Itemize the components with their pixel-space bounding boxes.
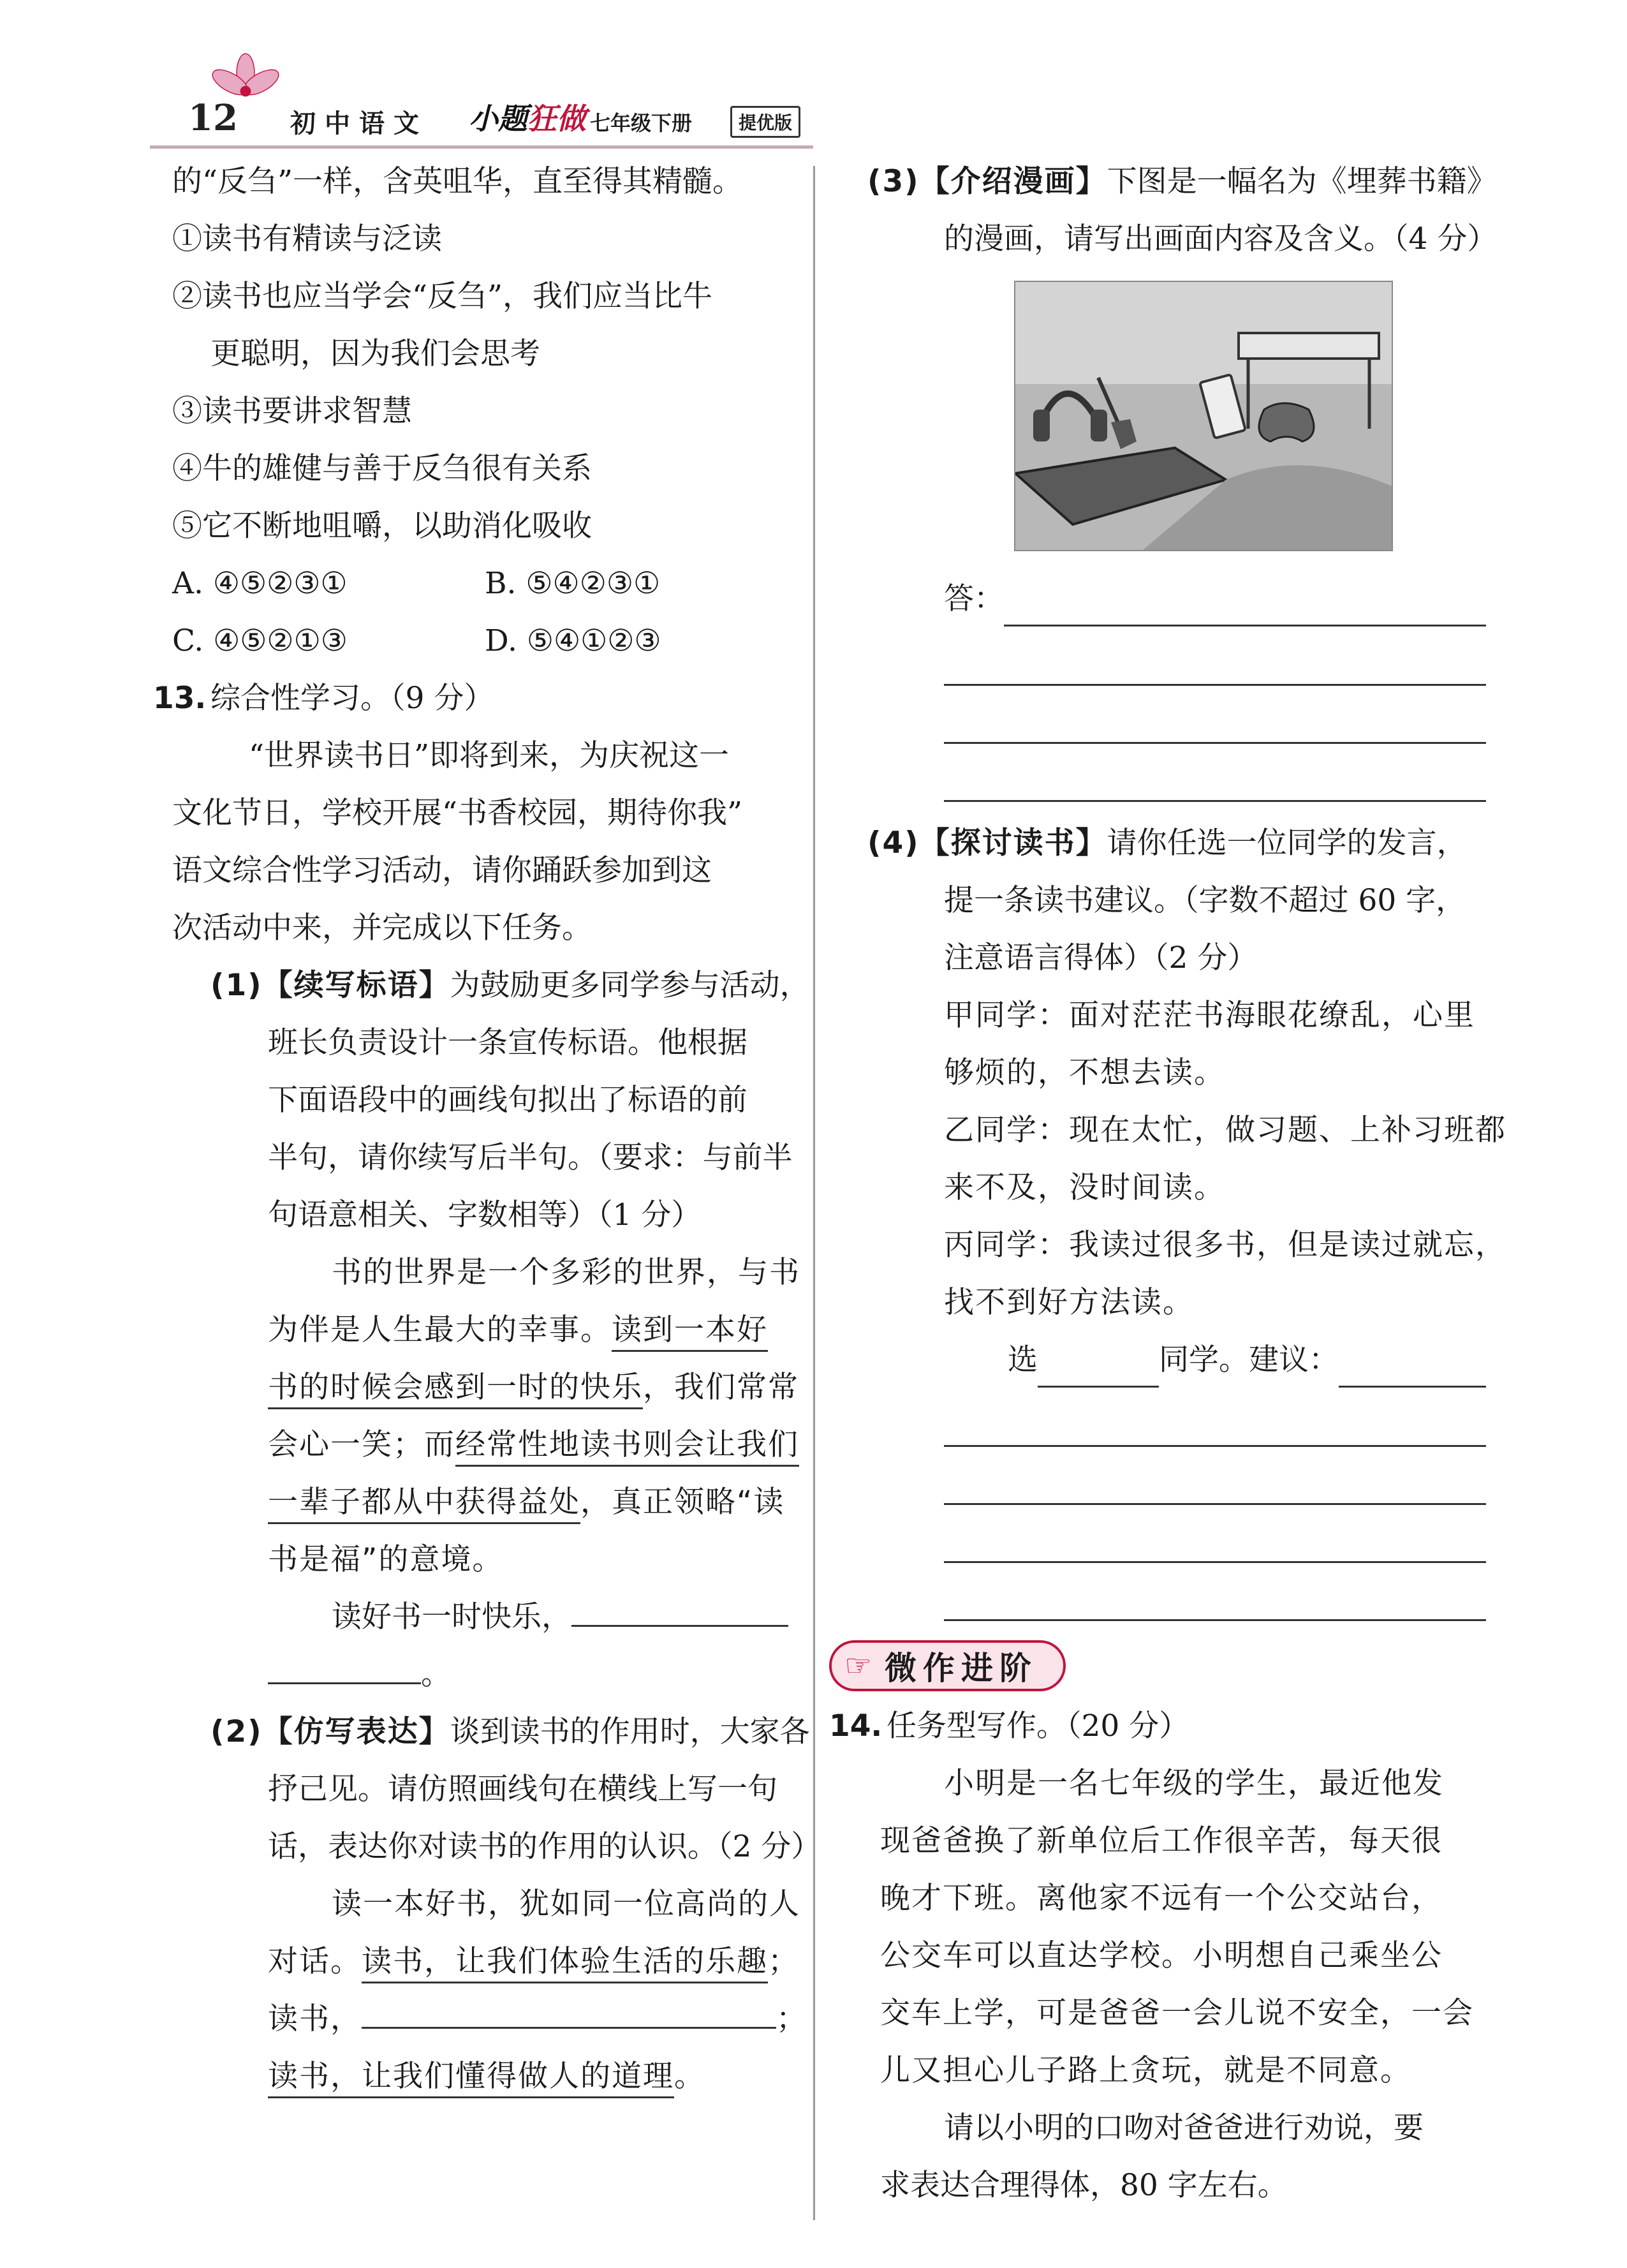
passage-line: 读一本好书，犹如同一位高尚的人 xyxy=(332,1886,800,1922)
passage-line: 书的时候会感到一时的快乐，我们常常 xyxy=(172,1359,797,1416)
passage-line: 读书，让我们懂得做人的道理。 xyxy=(172,2048,797,2105)
options-row xyxy=(172,555,797,612)
student-quote: 够烦的，不想去读。 xyxy=(944,1055,1225,1090)
answer-slogan: 读好书一时快乐， xyxy=(172,1589,797,1646)
suggestion-line[interactable] xyxy=(944,1389,1486,1447)
passage-line: 书的世界是一个多彩的世界，与书 xyxy=(332,1255,800,1290)
comic-burying-books xyxy=(1014,281,1393,551)
subquestion-1: (1)【续写标语】为鼓励更多同学参与活动， xyxy=(210,968,810,1003)
text-line: 注意语言得体）（2 分） xyxy=(944,940,1258,975)
answer-line[interactable] xyxy=(944,628,1486,686)
subject-title: 初中语文 xyxy=(290,109,428,138)
column-divider xyxy=(813,166,815,2220)
text-line: 语文综合性学习活动，请你踊跃参加到这 xyxy=(172,853,712,888)
page-header xyxy=(150,70,813,147)
text-line: 文化节日，学校开展“书香校园，期待你我” xyxy=(172,796,743,831)
option-d[interactable]: D. ⑤④①②③ xyxy=(485,623,661,658)
student-quote: 丙同学：我读过很多书，但是读过就忘， xyxy=(944,1227,1506,1263)
text-line: 班长负责设计一条宣传标语。他根据 xyxy=(268,1025,747,1060)
text-line: ①读书有精读与泛读 xyxy=(172,221,442,256)
suggestion-line[interactable] xyxy=(944,1505,1486,1563)
subquestion-4: (4)【探讨读书】请你任选一位同学的发言， xyxy=(867,826,1467,861)
comic-illustration xyxy=(1015,282,1392,550)
question-14-title: 14. 任务型写作。（20 分） xyxy=(829,1708,1189,1744)
answer-slogan-cont: 。 xyxy=(172,1646,797,1703)
text-line: ③读书要讲求智慧 xyxy=(172,394,412,429)
text-line: ⑤它不断地咀嚼，以助消化吸收 xyxy=(172,508,592,544)
grade-label: 七年级下册 xyxy=(590,111,693,135)
text-line: 的漫画，请写出画面内容及含义。（4 分） xyxy=(944,221,1498,256)
student-quote: 找不到好方法读。 xyxy=(944,1285,1194,1320)
pointing-hand-icon: ☞ xyxy=(844,1648,872,1684)
text-line: ④牛的雄健与善于反刍很有关系 xyxy=(172,451,592,486)
task-line: 儿又担心儿子路上贪玩，就是不同意。 xyxy=(880,2053,1411,2088)
slogan-blank-1[interactable] xyxy=(571,1599,788,1627)
text-line: ②读书也应当学会“反刍”，我们应当比牛 xyxy=(172,279,713,314)
text-line: 更聪明，因为我们会思考 xyxy=(210,336,540,371)
edition-badge: 提优版 xyxy=(730,106,800,138)
suggestion-line[interactable] xyxy=(944,1563,1486,1621)
answer-blank[interactable] xyxy=(1004,599,1486,626)
task-line: 交车上学，可是爸爸一会儿说不安全，一会 xyxy=(880,1996,1474,2031)
text-line: 抒己见。请仿照画线句在横线上写一句 xyxy=(268,1772,777,1807)
text-line: 的“反刍”一样，含英咀华，直至得其精髓。 xyxy=(172,164,743,199)
suggestion-blank[interactable] xyxy=(1339,1360,1486,1388)
task-line: 小明是一名七年级的学生，最近他发 xyxy=(944,1766,1444,1801)
text-line: “世界读书日”即将到来，为庆祝这一 xyxy=(249,738,730,773)
subquestion-3: (3)【介绍漫画】下图是一幅名为《埋葬书籍》 xyxy=(867,164,1497,199)
section-banner: ☞ 微作进阶 xyxy=(829,1640,1066,1691)
text-line: 次活动中来，并完成以下任务。 xyxy=(172,910,592,945)
student-quote: 乙同学：现在太忙，做习题、上补习班都 xyxy=(944,1113,1506,1148)
task-line: 请以小明的口吻对爸爸进行劝说，要 xyxy=(944,2110,1424,2146)
subquestion-2: (2)【仿写表达】谈到读书的作用时，大家各 xyxy=(210,1714,810,1749)
text-line: 下面语段中的画线句拟出了标语的前 xyxy=(268,1083,747,1118)
student-quote: 甲同学：面对茫茫书海眼花缭乱，心里 xyxy=(944,998,1475,1033)
option-c[interactable]: C. ④⑤②①③ xyxy=(172,623,348,658)
passage-line: 读书， ； xyxy=(268,2001,807,2036)
answer-row: 答： xyxy=(880,570,1486,628)
answer-line[interactable] xyxy=(944,686,1486,744)
option-a[interactable]: A. ④⑤②③① xyxy=(172,566,348,601)
task-line: 求表达合理得体，80 字左右。 xyxy=(880,2168,1288,2203)
task-line: 现爸爸换了新单位后工作很辛苦，每天很 xyxy=(880,1823,1443,1858)
student-quote: 来不及，没时间读。 xyxy=(944,1170,1225,1205)
page-number: 12 xyxy=(188,97,238,139)
answer-line[interactable] xyxy=(944,744,1486,802)
passage-line: 对话。读书，让我们体验生活的乐趣； xyxy=(172,1933,797,1990)
task-line: 公交车可以直达学校。小明想自己乘坐公 xyxy=(880,1938,1443,1973)
passage-line: 一辈子都从中获得益处，真正领略“读 xyxy=(172,1474,797,1531)
passage-line: 为伴是人生最大的幸事。读到一本好 xyxy=(172,1301,797,1359)
choose-student-blank[interactable] xyxy=(1038,1360,1159,1388)
passage-line: 书是福”的意境。 xyxy=(268,1542,504,1577)
right-column xyxy=(829,153,1506,2214)
options-row xyxy=(172,612,797,670)
brand-logo: 小题狂做 xyxy=(469,101,586,136)
imitation-blank[interactable] xyxy=(362,2001,776,2029)
text-line: 句语意相关、字数相等）（1 分） xyxy=(268,1197,702,1233)
text-line: 话，表达你对读书的作用的认识。（2 分） xyxy=(268,1829,821,1864)
option-b[interactable]: B. ⑤④②③① xyxy=(485,566,661,601)
text-line: 提一条读书建议。（字数不超过 60 字， xyxy=(944,883,1466,918)
task-line: 晚才下班。离他家不远有一个公交站台， xyxy=(880,1881,1443,1916)
suggestion-line[interactable] xyxy=(944,1447,1486,1505)
suggestion-row: 选 同学。建议： xyxy=(880,1331,1486,1389)
passage-line: 会心一笑；而经常性地读书则会让我们 xyxy=(172,1416,797,1474)
slogan-blank-2[interactable] xyxy=(268,1657,421,1684)
text-line: 半句，请你续写后半句。（要求：与前半 xyxy=(268,1140,793,1175)
question-13-title: 13. 综合性学习。（9 分） xyxy=(153,681,494,716)
left-column xyxy=(153,153,821,2105)
